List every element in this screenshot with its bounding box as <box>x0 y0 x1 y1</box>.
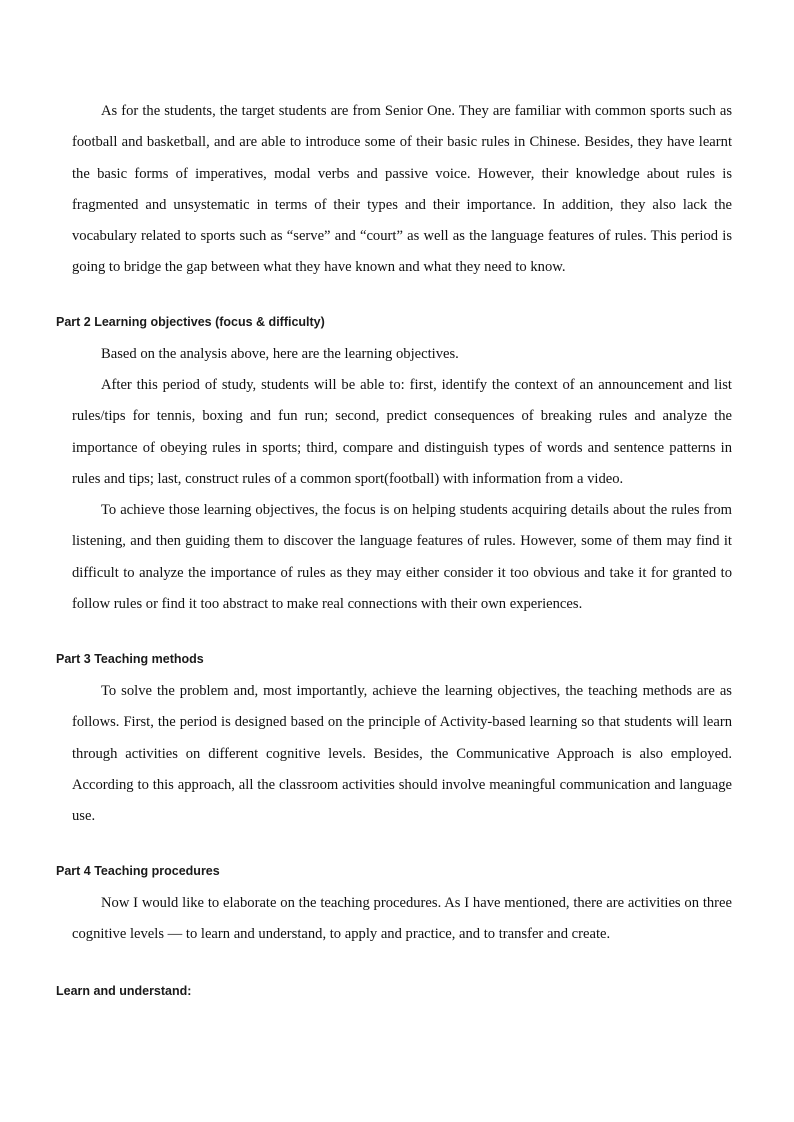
part4-heading: Part 4 Teaching procedures <box>56 864 220 878</box>
part3-heading: Part 3 Teaching methods <box>56 652 204 666</box>
part3-paragraph <box>72 676 732 832</box>
part2-intro-text: Based on the analysis above, here are the learning objectives. <box>101 346 459 362</box>
intro-paragraph-text: As for the students, the target students are from Senior One. They are familiar with common sports such as football and basketball, and are able to introduce some of their basic rules in Chinese. Besides, they have learnt the basic forms of imperatives, modal verbs and passive voice. However, their knowledge about rules is fragmented and unsystematic in terms of their types and their importance. In addition, they also lack the vocabulary related to sports such as “serve” and “court” as well as the language features of rules. This period is going to bridge the gap between what they have known and what they need to know. <box>72 103 732 276</box>
part3-text: To solve the problem and, most importantly, achieve the learning objectives, the teaching methods are as follows. First, the period is designed based on the principle of Activity-based learning so that students will learn through activities on different cognitive levels. Besides, the Communicative Approach is also employed. According to this approach, all the classroom activities should involve meaningful communication and language use. <box>72 683 732 825</box>
part2-focus-text: To achieve those learning objectives, the focus is on helping students acquiring details about the rules from listening, and then guiding them to discover the language features of rules. However, some of them may find it difficult to analyze the importance of rules as they may either consider it too obvious and take it for granted to follow rules or find it too abstract to make real connections with their own experiences. <box>72 502 732 612</box>
part4-text: Now I would like to elaborate on the teaching procedures. As I have mentioned, there are activities on three cognitive levels — to learn and understand, to apply and practice, and to transfer and create. <box>72 895 732 943</box>
learn-understand-heading: Learn and understand: <box>56 984 192 998</box>
part2-focus-paragraph <box>72 495 732 620</box>
part4-paragraph <box>72 888 732 951</box>
part2-heading: Part 2 Learning objectives (focus & difficulty) <box>56 315 325 329</box>
intro-paragraph <box>72 96 732 284</box>
part2-objectives-text: After this period of study, students will be able to: first, identify the context of an announcement and list rules/tips for tennis, boxing and fun run; second, predict consequences of breaking rules and analyze the importance of obeying rules in sports; third, compare and distinguish types of words and sentence patterns in rules and tips; last, construct rules of a common sport(football) with information from a video. <box>72 377 732 487</box>
part2-objectives-paragraph <box>72 370 732 495</box>
part2-intro-paragraph <box>72 339 732 370</box>
